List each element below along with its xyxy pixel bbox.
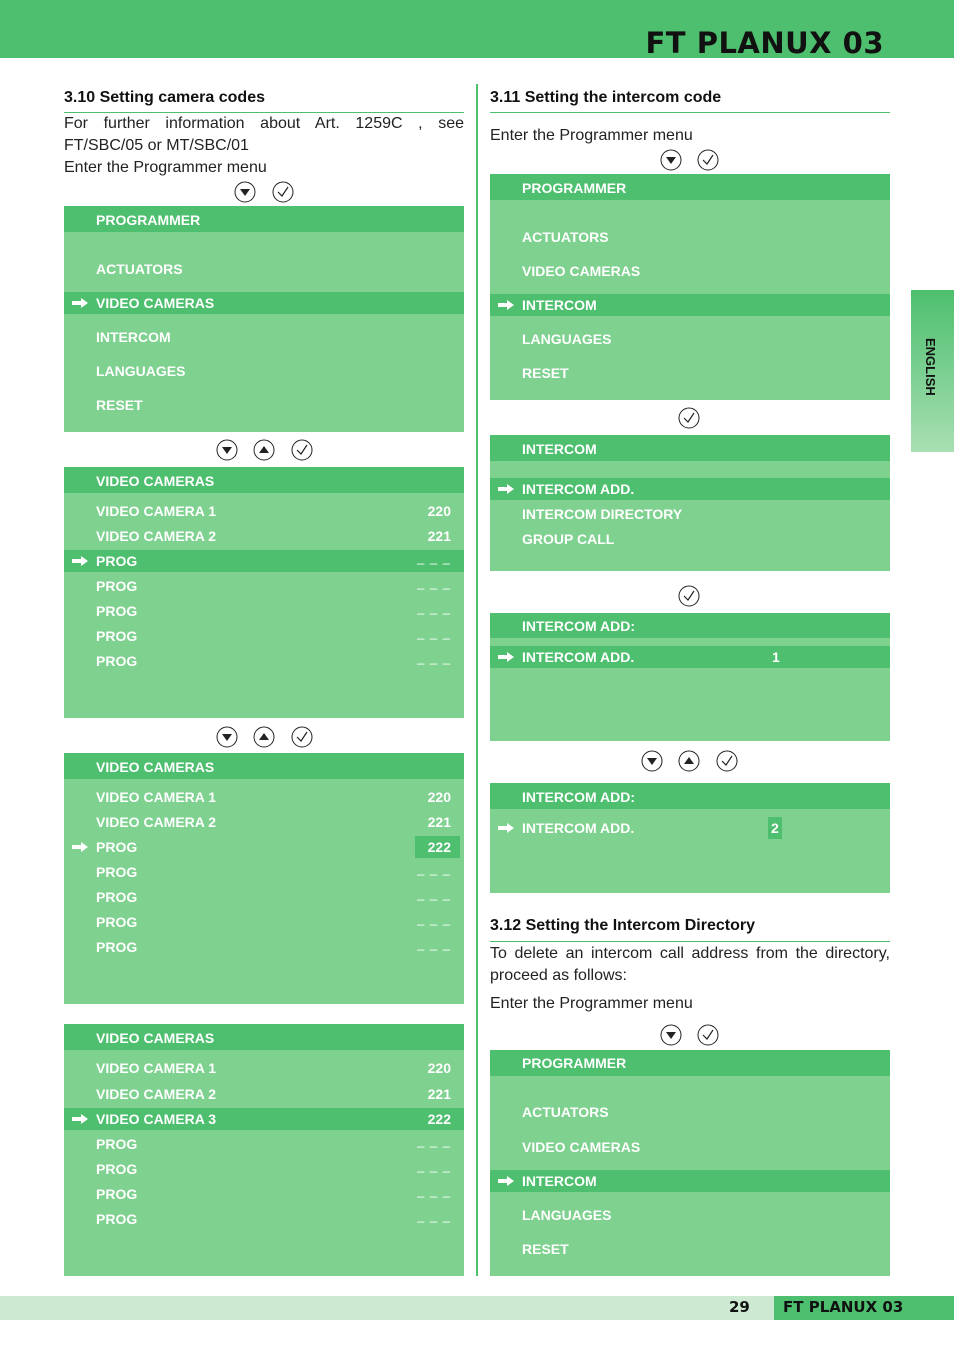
menu-item-label: LANGUAGES	[96, 363, 186, 379]
menu-item-label: INTERCOM	[96, 329, 171, 345]
section-3-10-intro: For further information about Art. 1259C , see FT/SBC/05 or MT/SBC/01	[64, 115, 464, 154]
key-sequence	[641, 750, 739, 772]
menu-item[interactable]	[490, 1204, 890, 1226]
camera-code: _ _ _	[417, 1183, 451, 1198]
column-divider	[476, 84, 478, 1276]
menu-item-label: INTERCOM DIRECTORY	[522, 506, 683, 522]
section-3-12-instruction: Enter the Programmer menu	[490, 995, 693, 1012]
camera-row[interactable]	[64, 861, 464, 883]
check-icon	[678, 585, 700, 607]
camera-row[interactable]	[64, 500, 464, 522]
camera-label: PROG	[96, 653, 138, 669]
menu-item-label: RESET	[522, 1241, 569, 1257]
check-icon	[291, 726, 313, 748]
camera-label: PROG	[96, 603, 138, 619]
document-title: FT PLANUX 03	[645, 26, 884, 60]
camera-row[interactable]	[64, 650, 464, 672]
camera-code: 222	[427, 1111, 451, 1127]
address-row-editing[interactable]	[490, 817, 890, 839]
up-arrow-icon	[253, 726, 275, 748]
camera-label: PROG	[96, 628, 138, 644]
intercom-address-panel	[490, 613, 890, 741]
camera-code: 221	[427, 814, 451, 830]
panel-title-bar	[64, 467, 464, 493]
menu-item-label: RESET	[522, 365, 569, 381]
camera-code: _ _ _	[417, 936, 451, 951]
menu-item[interactable]	[490, 226, 890, 248]
camera-row[interactable]	[64, 525, 464, 547]
programmer-menu-panel	[64, 206, 464, 432]
panel-title: VIDEO CAMERAS	[96, 759, 215, 775]
pointer-arrow-icon	[497, 483, 515, 495]
section-rule	[490, 941, 890, 942]
check-icon	[291, 439, 313, 461]
menu-item-selected[interactable]	[490, 1170, 890, 1192]
camera-row[interactable]	[64, 886, 464, 908]
panel-title: INTERCOM	[522, 441, 597, 457]
panel-title: PROGRAMMER	[522, 180, 627, 196]
panel-title: PROGRAMMER	[96, 212, 201, 228]
menu-item-label: ACTUATORS	[522, 1104, 609, 1120]
language-tab	[911, 290, 954, 452]
address-row-selected[interactable]	[490, 646, 890, 668]
camera-label: PROG	[96, 939, 138, 955]
language-tab-label: ENGLISH	[923, 338, 938, 396]
panel-title-bar	[490, 174, 890, 200]
pointer-arrow-icon	[497, 651, 515, 663]
address-value[interactable]: 2	[768, 817, 782, 839]
down-arrow-icon	[216, 439, 238, 461]
camera-row[interactable]	[64, 575, 464, 597]
down-arrow-icon	[660, 149, 682, 171]
panel-title-bar	[64, 753, 464, 779]
panel-title-bar	[64, 206, 464, 232]
menu-item[interactable]	[64, 326, 464, 348]
camera-row-selected[interactable]	[64, 550, 464, 572]
menu-item[interactable]	[490, 1238, 890, 1260]
camera-row[interactable]	[64, 600, 464, 622]
menu-item[interactable]	[490, 362, 890, 384]
menu-item[interactable]	[490, 260, 890, 282]
panel-title: VIDEO CAMERAS	[96, 473, 215, 489]
down-arrow-icon	[234, 181, 256, 203]
menu-item-label: ACTUATORS	[522, 229, 609, 245]
down-arrow-icon	[216, 726, 238, 748]
camera-code: 221	[427, 528, 451, 544]
camera-code: 220	[427, 789, 451, 805]
camera-code: _ _ _	[417, 1208, 451, 1223]
camera-label: VIDEO CAMERA 3	[96, 1111, 217, 1127]
check-icon	[697, 1024, 719, 1046]
camera-row[interactable]	[64, 1133, 464, 1155]
pointer-arrow-icon	[497, 1175, 515, 1187]
camera-label: VIDEO CAMERA 1	[96, 1060, 217, 1076]
menu-item-selected[interactable]	[64, 292, 464, 314]
camera-label: PROG	[96, 1186, 138, 1202]
camera-label: PROG	[96, 914, 138, 930]
section-3-11-instruction: Enter the Programmer menu	[490, 127, 693, 144]
up-arrow-icon	[678, 750, 700, 772]
camera-label: PROG	[96, 578, 138, 594]
camera-code[interactable]: 222	[427, 839, 451, 855]
check-icon	[716, 750, 738, 772]
footer-title: FT PLANUX 03	[783, 1298, 904, 1316]
camera-code: _ _ _	[417, 911, 451, 926]
camera-label: VIDEO CAMERA 2	[96, 528, 217, 544]
camera-label: PROG	[96, 864, 138, 880]
up-arrow-icon	[253, 439, 275, 461]
menu-item[interactable]	[64, 394, 464, 416]
camera-row-editing[interactable]	[64, 836, 464, 858]
page-number: 29	[729, 1298, 750, 1316]
camera-row-selected[interactable]	[64, 1108, 464, 1130]
section-3-10-instruction: Enter the Programmer menu	[64, 159, 267, 176]
key-sequence	[678, 407, 700, 429]
camera-row[interactable]	[64, 1208, 464, 1230]
camera-row[interactable]	[64, 811, 464, 833]
menu-item-label: LANGUAGES	[522, 1207, 612, 1223]
menu-item[interactable]	[64, 258, 464, 280]
menu-item[interactable]	[490, 1101, 890, 1123]
menu-item-label: INTERCOM ADD.	[522, 481, 635, 497]
camera-label: VIDEO CAMERA 1	[96, 503, 217, 519]
camera-code: _ _ _	[417, 625, 451, 640]
camera-code: _ _ _	[417, 1158, 451, 1173]
camera-code: 221	[427, 1086, 451, 1102]
camera-row[interactable]	[64, 936, 464, 958]
camera-label: PROG	[96, 839, 138, 855]
panel-title-bar	[490, 1050, 890, 1076]
panel-title: VIDEO CAMERAS	[96, 1030, 215, 1046]
menu-item-label: VIDEO CAMERAS	[522, 263, 641, 279]
key-sequence	[660, 1024, 720, 1046]
camera-code: 220	[427, 1060, 451, 1076]
menu-item-label: GROUP CALL	[522, 531, 615, 547]
camera-row[interactable]	[64, 1057, 464, 1079]
key-sequence	[678, 585, 700, 607]
menu-item-label: VIDEO CAMERAS	[522, 1139, 641, 1155]
intercom-address-panel	[490, 783, 890, 893]
panel-title: INTERCOM ADD:	[522, 618, 636, 634]
camera-code: _ _ _	[417, 550, 451, 565]
pointer-arrow-icon	[71, 1113, 89, 1125]
section-3-10-title: 3.10 Setting camera codes	[64, 89, 265, 106]
camera-code: _ _ _	[417, 575, 451, 590]
check-icon	[678, 407, 700, 429]
camera-row[interactable]	[64, 1183, 464, 1205]
page-header	[0, 0, 954, 58]
intercom-menu-panel	[490, 435, 890, 571]
camera-label: PROG	[96, 553, 138, 569]
menu-item[interactable]	[490, 503, 890, 525]
pointer-arrow-icon	[497, 822, 515, 834]
panel-title-bar	[490, 613, 890, 638]
menu-item[interactable]	[490, 528, 890, 550]
key-sequence	[660, 149, 720, 171]
camera-row[interactable]	[64, 786, 464, 808]
camera-code: 220	[427, 503, 451, 519]
menu-item-label: RESET	[96, 397, 143, 413]
camera-label: VIDEO CAMERA 1	[96, 789, 217, 805]
address-label: INTERCOM ADD.	[522, 649, 635, 665]
panel-title-bar	[64, 1024, 464, 1050]
key-sequence	[216, 726, 314, 748]
menu-item[interactable]	[490, 328, 890, 350]
key-sequence	[216, 439, 314, 461]
camera-code: _ _ _	[417, 861, 451, 876]
video-cameras-panel	[64, 1024, 464, 1276]
camera-label: PROG	[96, 1211, 138, 1227]
section-3-12-title: 3.12 Setting the Intercom Directory	[490, 917, 755, 934]
check-icon	[697, 149, 719, 171]
menu-item-label: INTERCOM	[522, 297, 597, 313]
camera-code: _ _ _	[417, 600, 451, 615]
panel-title: INTERCOM ADD:	[522, 789, 636, 805]
programmer-menu-panel	[490, 1050, 890, 1276]
camera-row[interactable]	[64, 1083, 464, 1105]
section-rule	[490, 112, 890, 113]
pointer-arrow-icon	[71, 555, 89, 567]
video-cameras-panel	[64, 467, 464, 718]
camera-row[interactable]	[64, 1158, 464, 1180]
pointer-arrow-icon	[497, 299, 515, 311]
address-value: 1	[772, 649, 780, 665]
check-icon	[272, 181, 294, 203]
menu-item[interactable]	[490, 1136, 890, 1158]
section-3-11-title: 3.11 Setting the intercom code	[490, 89, 722, 106]
menu-item[interactable]	[64, 360, 464, 382]
menu-item-label: VIDEO CAMERAS	[96, 295, 215, 311]
camera-label: PROG	[96, 1136, 138, 1152]
camera-label: PROG	[96, 889, 138, 905]
menu-item-label: INTERCOM	[522, 1173, 597, 1189]
camera-code: _ _ _	[417, 886, 451, 901]
menu-item-label: LANGUAGES	[522, 331, 612, 347]
address-label: INTERCOM ADD.	[522, 820, 635, 836]
panel-title: PROGRAMMER	[522, 1055, 627, 1071]
pointer-arrow-icon	[71, 841, 89, 853]
pointer-arrow-icon	[71, 297, 89, 309]
camera-label: PROG	[96, 1161, 138, 1177]
section-3-12-intro: To delete an intercom call address from the directory, proceed as follows:	[490, 945, 890, 984]
panel-title-bar	[490, 783, 890, 809]
panel-title-bar	[490, 435, 890, 461]
camera-label: VIDEO CAMERA 2	[96, 1086, 217, 1102]
camera-label: VIDEO CAMERA 2	[96, 814, 217, 830]
camera-code: _ _ _	[417, 1133, 451, 1148]
programmer-menu-panel	[490, 174, 890, 400]
key-sequence	[234, 181, 294, 203]
video-cameras-panel	[64, 753, 464, 1004]
camera-row[interactable]	[64, 911, 464, 933]
menu-item-selected[interactable]	[490, 478, 890, 500]
down-arrow-icon	[660, 1024, 682, 1046]
menu-item-selected[interactable]	[490, 294, 890, 316]
camera-row[interactable]	[64, 625, 464, 647]
menu-item-label: ACTUATORS	[96, 261, 183, 277]
down-arrow-icon	[641, 750, 663, 772]
camera-code: _ _ _	[417, 650, 451, 665]
